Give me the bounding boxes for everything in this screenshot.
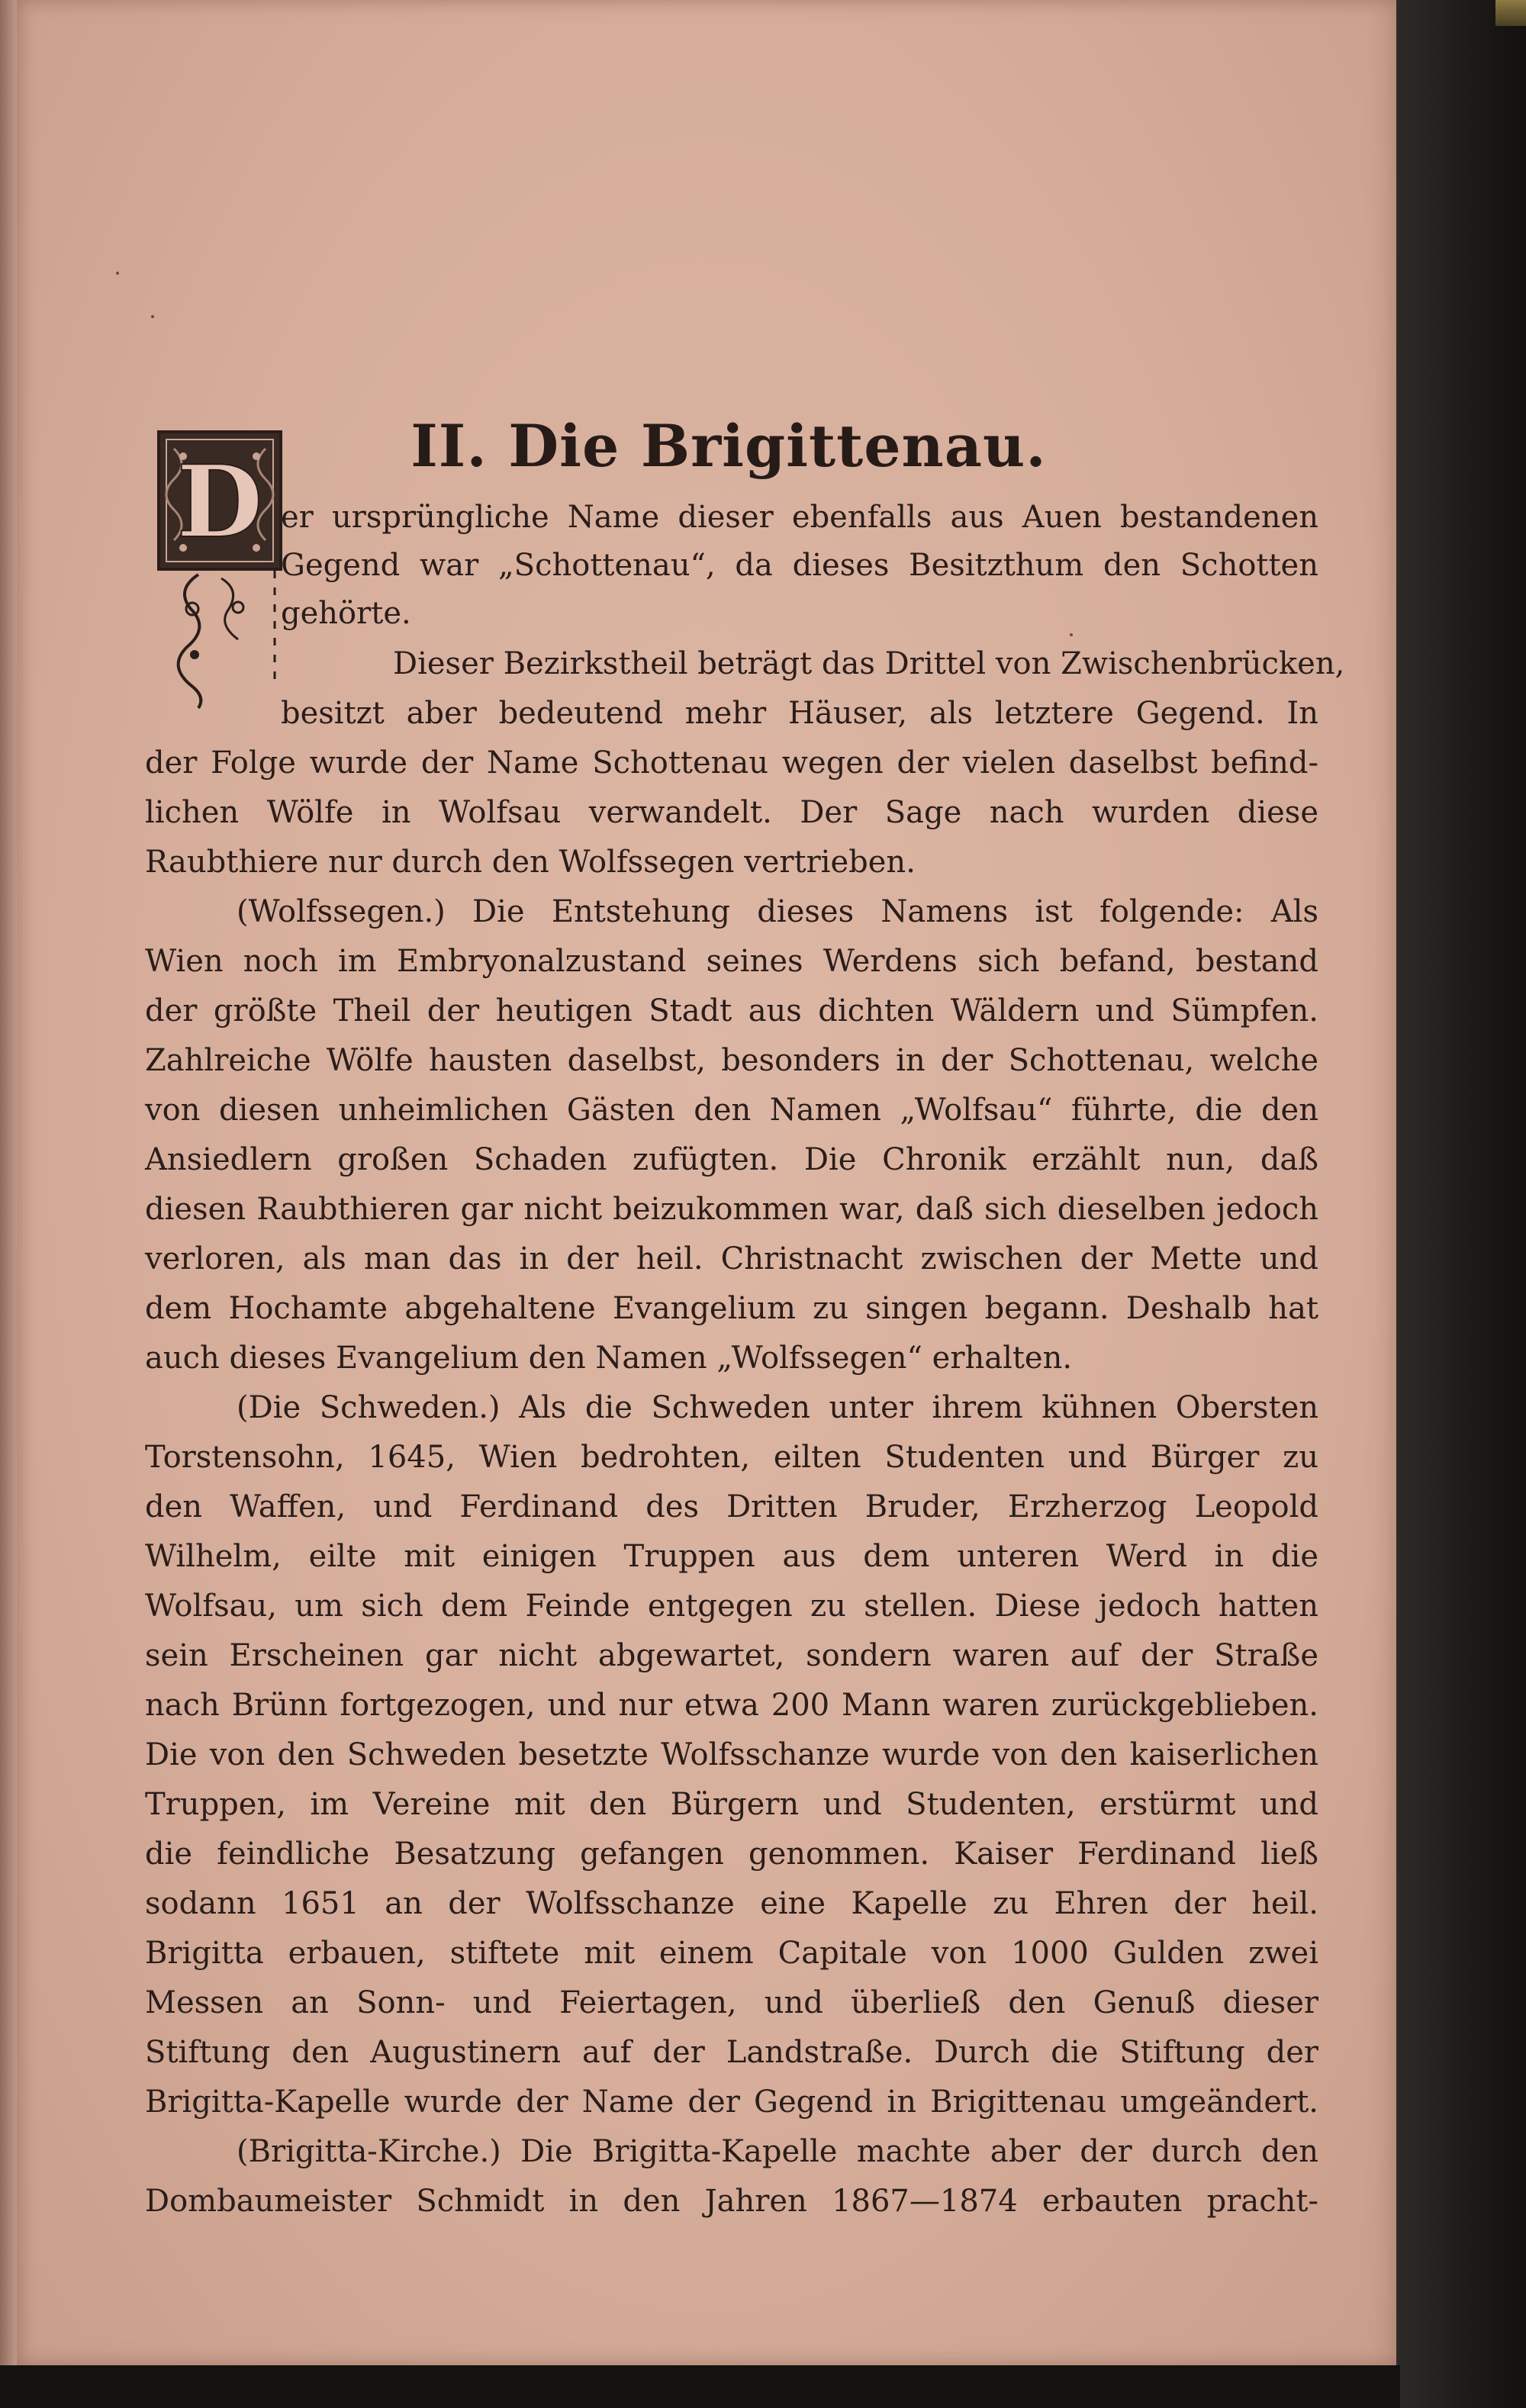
text-line: diesen Raubthieren gar nicht beizukommen war, daß sich dieselben jedoch (145, 1192, 1318, 1227)
text-line: Zahlreiche Wölfe hausten daselbst, besonders in der Schottenau, welche (145, 1043, 1318, 1078)
text-line: Brigitta erbauen, stiftete mit einem Capitale von 1000 Gulden zwei (145, 1936, 1318, 1971)
text-line: sein Erscheinen gar nicht abgewartet, sondern waren auf der Straße (145, 1638, 1318, 1673)
text-line: Brigitta-Kapelle wurde der Name der Gegend in Brigittenau umgeändert. (145, 2084, 1318, 2120)
text-line: Dieser Bezirkstheil beträgt das Drittel von Zwischenbrücken, (393, 646, 1345, 681)
text-line: nach Brünn fortgezogen, und nur etwa 200 Mann waren zurückgeblieben. (145, 1688, 1318, 1723)
text-line: der größte Theil der heutigen Stadt aus dichten Wäldern und Sümpfen. (145, 993, 1318, 1029)
text-line: Messen an Sonn- und Feiertagen, und überließ den Genuß dieser (145, 1985, 1318, 2020)
text-line: (Brigitta-Kirche.) Die Brigitta-Kapelle machte aber der durch den (237, 2134, 1318, 2169)
text-line: sodann 1651 an der Wolfsschanze eine Kapelle zu Ehren der heil. (145, 1886, 1318, 1921)
text-line: er ursprüngliche Name dieser ebenfalls aus Auen bestandenen (281, 500, 1318, 535)
book-binding (1396, 0, 1526, 2408)
text-line: Wien noch im Embryonalzustand seines Werdens sich befand, bestand (145, 944, 1318, 979)
text-line: Dombaumeister Schmidt in den Jahren 1867—1874 erbauten pracht- (145, 2184, 1318, 2219)
text-line: besitzt aber bedeutend mehr Häuser, als letztere Gegend. In (281, 696, 1318, 731)
chapter-title: II. Die Brigittenau. (410, 412, 1047, 480)
text-line: der Folge wurde der Name Schottenau wegen der vielen daselbst befind- (145, 745, 1318, 781)
paper-speck (151, 315, 154, 318)
text-line: gehörte. (281, 596, 411, 631)
text-line: Wolfsau, um sich dem Feinde entgegen zu stellen. Diese jedoch hatten (145, 1589, 1318, 1624)
text-line: (Die Schweden.) Als die Schweden unter ihrem kühnen Obersten (237, 1390, 1318, 1425)
binding-gilt-edge (1495, 0, 1526, 26)
text-line: Truppen, im Vereine mit den Bürgern und Studenten, erstürmt und (145, 1787, 1318, 1822)
paper-speck (116, 272, 119, 275)
bottom-shadow (0, 2365, 1400, 2408)
text-line: verloren, als man das in der heil. Christnacht zwischen der Mette und (145, 1241, 1318, 1276)
text-line: Torstensohn, 1645, Wien bedrohten, eilten Studenten und Bürger zu (145, 1440, 1318, 1475)
text-line: Raubthiere nur durch den Wolfssegen vertrieben. (145, 845, 916, 880)
text-line: dem Hochamte abgehaltene Evangelium zu singen begann. Deshalb hat (145, 1291, 1318, 1326)
paper-speck (1070, 633, 1073, 636)
text-line: lichen Wölfe in Wolfsau verwandelt. Der Sage nach wurden diese (145, 795, 1318, 830)
text-line: den Waffen, und Ferdinand des Dritten Bruder, Erzherzog Leopold (145, 1489, 1318, 1524)
text-line: (Wolfssegen.) Die Entstehung dieses Namens ist folgende: Als (237, 894, 1318, 929)
drop-cap-ornament (153, 426, 294, 716)
text-line: die feindliche Besatzung gefangen genommen. Kaiser Ferdinand ließ (145, 1837, 1318, 1872)
text-line: Stiftung den Augustinern auf der Landstraße. Durch die Stiftung der (145, 2035, 1318, 2070)
drop-cap-letter: D (176, 443, 263, 560)
text-line: Die von den Schweden besetzte Wolfsschanze wurde von den kaiserlichen (145, 1737, 1318, 1772)
text-line: Ansiedlern großen Schaden zufügten. Die Chronik erzählt nun, daß (145, 1142, 1318, 1177)
text-line: auch dieses Evangelium den Namen „Wolfssegen“ erhalten. (145, 1341, 1073, 1376)
text-line: von diesen unheimlichen Gästen den Namen „Wolfsau“ führte, die den (145, 1093, 1318, 1128)
text-line: Gegend war „Schottenau“, da dieses Besitzthum den Schotten (281, 548, 1318, 583)
text-line: Wilhelm, eilte mit einigen Truppen aus dem unteren Werd in die (145, 1539, 1318, 1574)
